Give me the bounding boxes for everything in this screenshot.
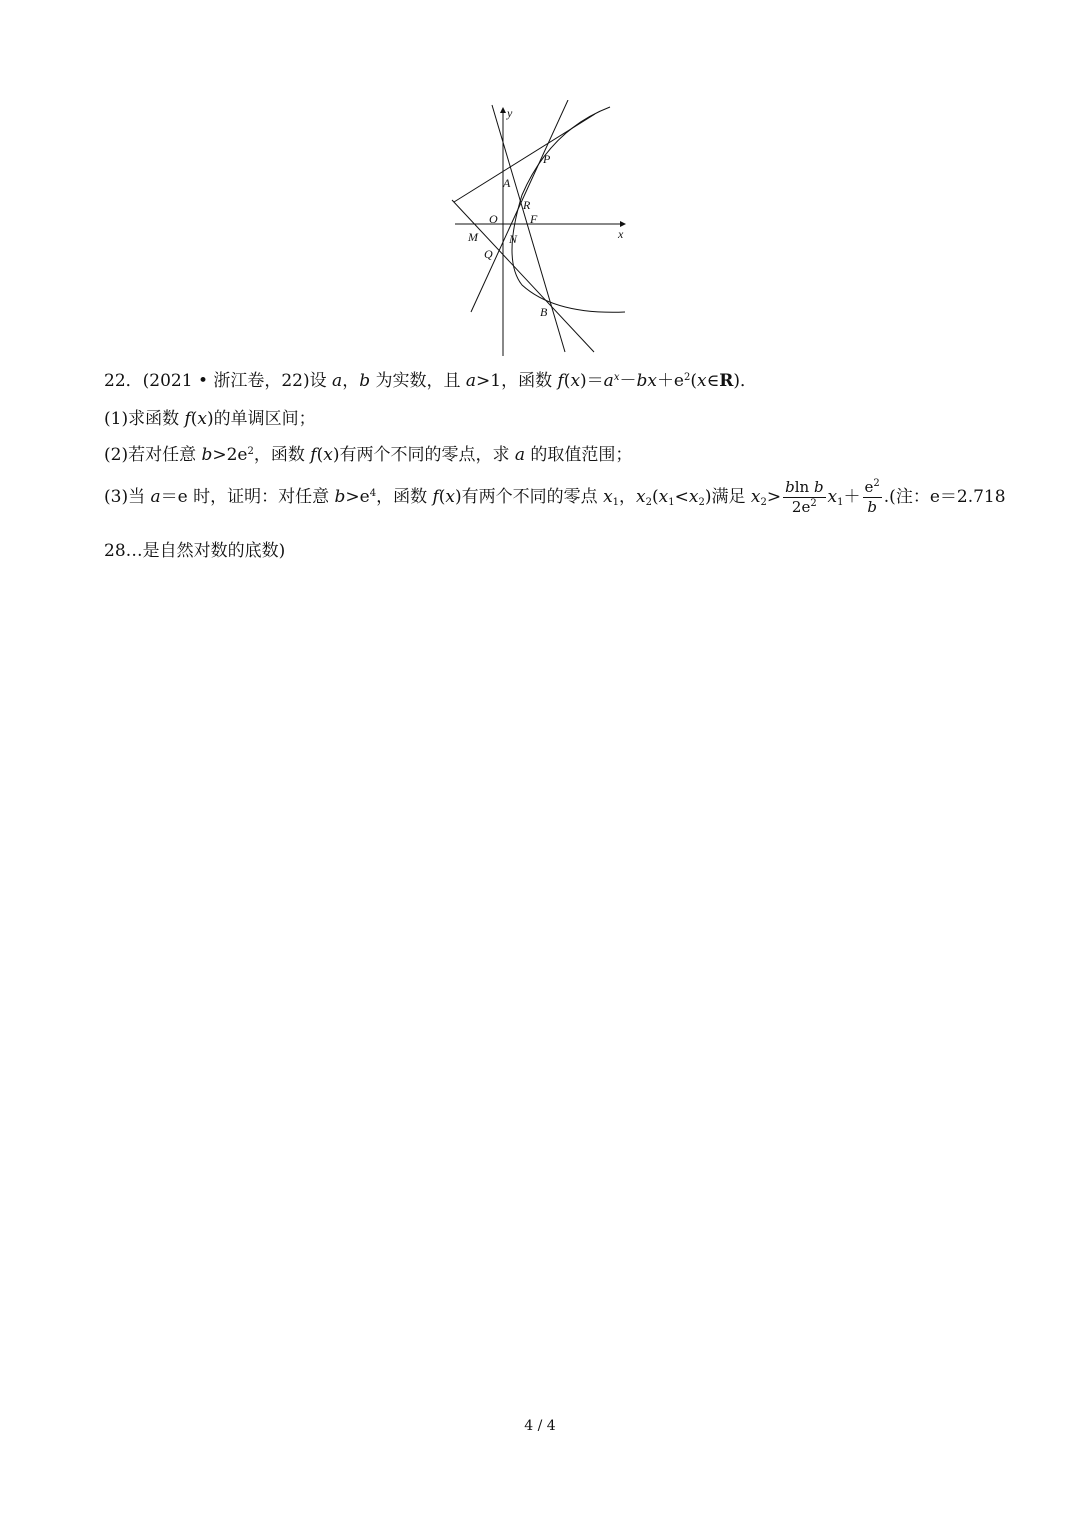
superscript: 4 (369, 488, 377, 499)
var: x (197, 409, 208, 429)
label-n: N (509, 232, 518, 246)
subscript: 2 (760, 497, 767, 508)
problem-statement (104, 370, 757, 392)
text: ) (455, 487, 462, 507)
var: R (719, 371, 734, 391)
var: x (697, 371, 707, 391)
text: ln (794, 478, 814, 496)
text: >e (345, 487, 370, 507)
text: 有两个不同的零点 (461, 487, 604, 507)
problem-source: (2021 • 浙江卷，22) (142, 371, 310, 391)
text: 的取值范围； (525, 445, 633, 465)
var: x (603, 487, 613, 507)
part-3 (104, 478, 1006, 517)
var: x (827, 487, 838, 507)
figure-svg (440, 100, 640, 362)
superscript: 2 (684, 372, 691, 383)
superscript: 2 (873, 478, 880, 489)
label-x: x (618, 227, 624, 241)
fraction-bln-b (783, 478, 825, 517)
var: f (432, 487, 439, 507)
text: >1，函数 (476, 371, 558, 391)
part-1 (104, 408, 316, 430)
text: 有两个不同的零点，求 (339, 445, 515, 465)
text: ( (690, 371, 698, 391)
text: (2)若对任意 (104, 445, 202, 465)
var: x (647, 371, 657, 391)
text: < (674, 487, 689, 507)
var: x (750, 487, 761, 507)
subscript: 1 (612, 497, 620, 508)
text: e (864, 478, 874, 496)
text: ) (207, 409, 214, 429)
var: f (557, 371, 564, 391)
var: b (201, 445, 213, 465)
text: ，函数 (253, 445, 311, 465)
text: ( (190, 409, 198, 429)
text: ＋ (843, 487, 861, 507)
subscript: 1 (668, 497, 675, 508)
text: ， (619, 487, 637, 507)
text: ， (342, 371, 360, 391)
text: ) (332, 445, 340, 465)
text: ( (563, 371, 571, 391)
text: ∈ (706, 371, 720, 391)
var: a (465, 371, 477, 391)
text: 为实数，且 (370, 371, 466, 391)
problem-number: 22． (104, 371, 143, 391)
text: )． (733, 371, 757, 391)
text: － (619, 371, 637, 391)
fraction-e2-b (863, 478, 882, 517)
label-o: O (489, 212, 498, 226)
text: ( (438, 487, 446, 507)
var: b (334, 487, 346, 507)
var: a (514, 445, 525, 465)
var: b (785, 478, 795, 496)
text: ＝e 时，证明：对任意 (160, 487, 335, 507)
text: 的单调区间； (213, 409, 316, 429)
subscript: 1 (837, 497, 844, 508)
var: x (323, 445, 333, 465)
part-3-continuation (104, 540, 285, 562)
text: )满足 (704, 487, 751, 507)
var: f (310, 445, 317, 465)
line-pq (471, 100, 568, 312)
line-mb (452, 200, 594, 352)
text: 设 (309, 371, 333, 391)
var: x (636, 487, 646, 507)
text: .(注：e＝2.718 (883, 487, 1006, 507)
var: b (867, 498, 877, 516)
geometry-figure (440, 100, 640, 362)
var: x (658, 487, 669, 507)
var: a (150, 487, 161, 507)
text: >2e (212, 445, 248, 465)
var: x (613, 372, 620, 383)
var: x (570, 371, 581, 391)
text: > (766, 487, 782, 507)
part-2 (104, 444, 632, 466)
text: 28…是自然对数的底数) (104, 541, 286, 561)
label-a: A (503, 176, 511, 190)
var: b (359, 371, 371, 391)
label-r: R (523, 198, 531, 212)
text: ( (316, 445, 324, 465)
label-f: F (530, 212, 538, 226)
label-m: M (468, 230, 478, 244)
label-b: B (540, 305, 548, 319)
label-y: y (507, 106, 513, 120)
var: a (332, 371, 343, 391)
page-number: 4 / 4 (524, 1418, 556, 1434)
var: x (445, 487, 456, 507)
var: b (636, 371, 648, 391)
var: f (184, 409, 191, 429)
text: (3)当 (104, 487, 151, 507)
subscript: 2 (698, 497, 705, 508)
superscript: 2 (810, 498, 817, 509)
text: ( (652, 487, 659, 507)
text: ＋e (656, 371, 684, 391)
text: (1)求函数 (104, 409, 185, 429)
label-p: P (543, 152, 551, 166)
var: a (603, 371, 614, 391)
text: 2e (791, 498, 811, 516)
var: b (813, 478, 824, 496)
text: )＝ (580, 371, 604, 391)
var: x (688, 487, 699, 507)
superscript: 2 (247, 446, 254, 457)
label-q: Q (484, 247, 493, 261)
text: ，函数 (376, 487, 433, 507)
subscript: 2 (645, 497, 652, 508)
